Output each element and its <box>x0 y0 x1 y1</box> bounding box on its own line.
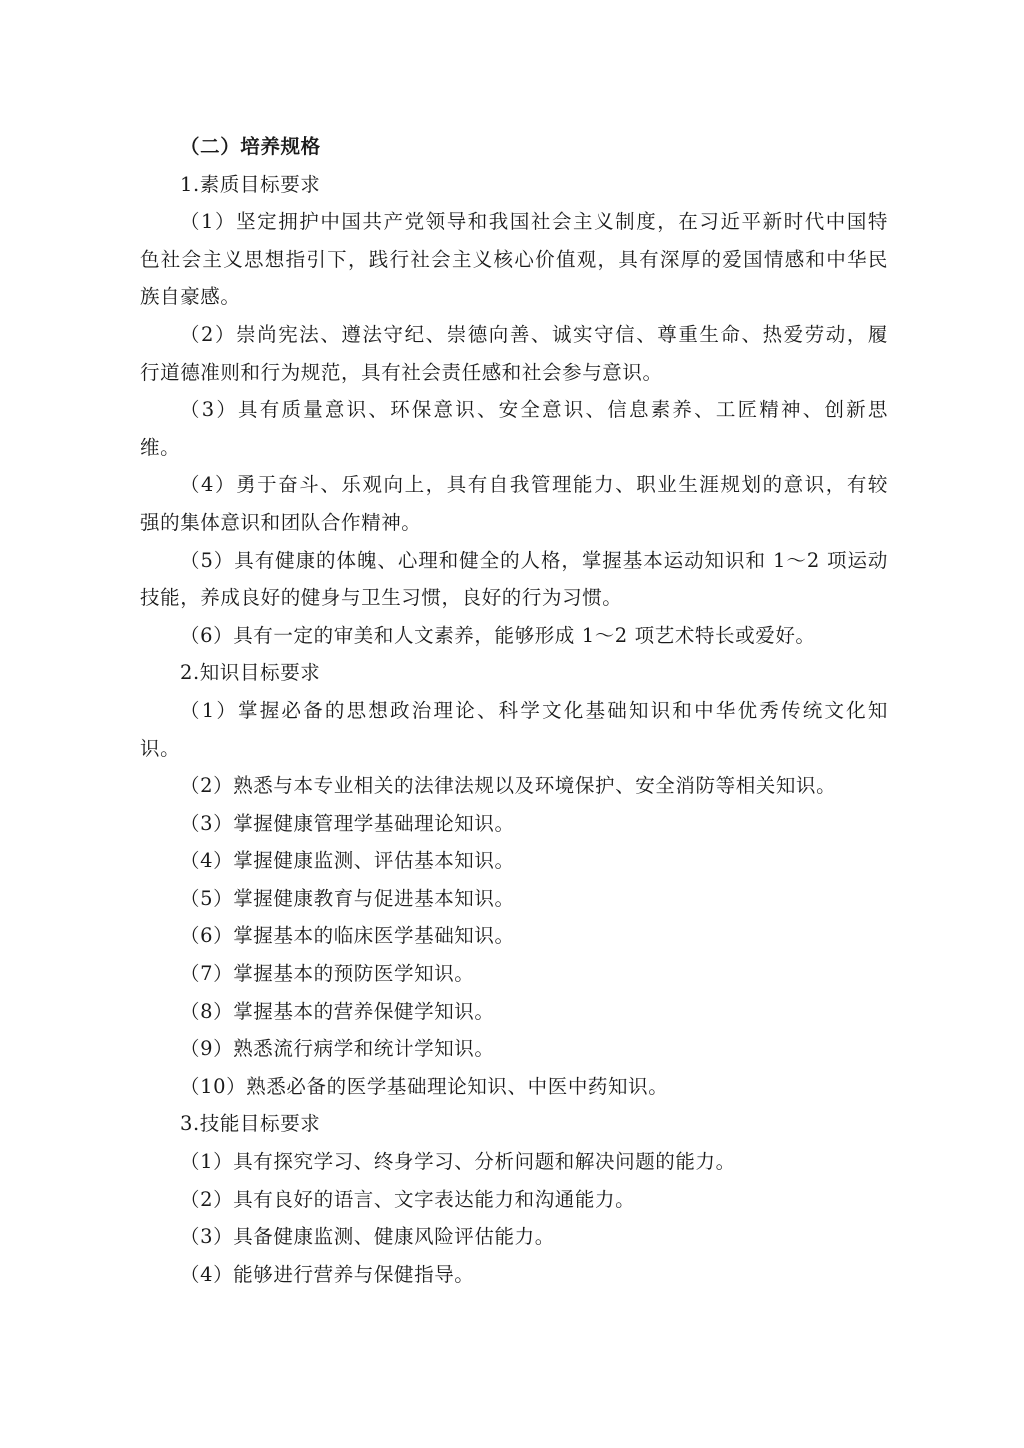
list-item: （4）掌握健康监测、评估基本知识。 <box>180 849 515 873</box>
list-item <box>140 316 888 391</box>
list-item <box>140 692 888 767</box>
list-item <box>140 203 888 316</box>
item-first-line: （4）勇于奋斗、乐观向上，具有自我管理能力、职业生涯规划的意识，有较 <box>180 473 888 497</box>
list-item: （4）能够进行营养与保健指导。 <box>180 1262 475 1286</box>
quality-list <box>140 203 888 654</box>
knowledge-heading: 2.知识目标要求 <box>180 661 321 685</box>
list-item: （8）掌握基本的营养保健学知识。 <box>180 999 495 1023</box>
item-first-line: （1）坚定拥护中国共产党领导和我国社会主义制度，在习近平新时代中国特 <box>180 210 888 234</box>
list-item: （7）掌握基本的预防医学知识。 <box>180 962 475 986</box>
list-item: （1）具有探究学习、终身学习、分析问题和解决问题的能力。 <box>180 1150 736 1174</box>
list-item: （6）掌握基本的临床医学基础知识。 <box>180 924 515 948</box>
item-continuation-line: 维。 <box>140 435 181 459</box>
item-first-line: （3）具有质量意识、环保意识、安全意识、信息素养、工匠精神、创新思 <box>180 398 888 422</box>
item-continuation-line: 族自豪感。 <box>140 285 241 309</box>
list-item: （3）掌握健康管理学基础理论知识。 <box>180 811 515 835</box>
section-title: （二）培养规格 <box>180 135 321 158</box>
item-continuation-line: 识。 <box>140 736 181 760</box>
list-item: （2）熟悉与本专业相关的法律法规以及环境保护、安全消防等相关知识。 <box>180 774 837 798</box>
document-body <box>140 128 888 1293</box>
skills-heading: 3.技能目标要求 <box>180 1112 321 1136</box>
item-continuation-line: 色社会主义思想指引下，践行社会主义核心价值观，具有深厚的爱国情感和中华民 <box>140 247 888 271</box>
item-first-line: （5）具有健康的体魄、心理和健全的人格，掌握基本运动知识和 1～2 项运动 <box>180 548 888 572</box>
list-item <box>140 617 888 655</box>
quality-heading: 1.素质目标要求 <box>180 172 321 196</box>
item-continuation-line: 技能，养成良好的健身与卫生习惯，良好的行为习惯。 <box>140 586 623 610</box>
list-item: （3）具备健康监测、健康风险评估能力。 <box>180 1225 555 1249</box>
skills-list <box>140 1143 888 1293</box>
list-item: （2）具有良好的语言、文字表达能力和沟通能力。 <box>180 1187 636 1211</box>
item-first-line: （2）崇尚宪法、遵法守纪、崇德向善、诚实守信、尊重生命、热爱劳动，履 <box>180 322 888 346</box>
list-item <box>140 391 888 466</box>
item-continuation-line: 行道德准则和行为规范，具有社会责任感和社会参与意识。 <box>140 360 663 384</box>
list-item <box>140 542 888 617</box>
knowledge-list <box>140 692 888 1106</box>
item-first-line: （1）掌握必备的思想政治理论、科学文化基础知识和中华优秀传统文化知 <box>180 698 888 722</box>
list-item: （9）熟悉流行病学和统计学知识。 <box>180 1037 495 1061</box>
item-first-line: （6）具有一定的审美和人文素养，能够形成 1～2 项艺术特长或爱好。 <box>180 623 816 647</box>
list-item: （10）熟悉必备的医学基础理论知识、中医中药知识。 <box>180 1074 669 1098</box>
list-item: （5）掌握健康教育与促进基本知识。 <box>180 886 515 910</box>
item-continuation-line: 强的集体意识和团队合作精神。 <box>140 510 422 534</box>
list-item <box>140 466 888 541</box>
